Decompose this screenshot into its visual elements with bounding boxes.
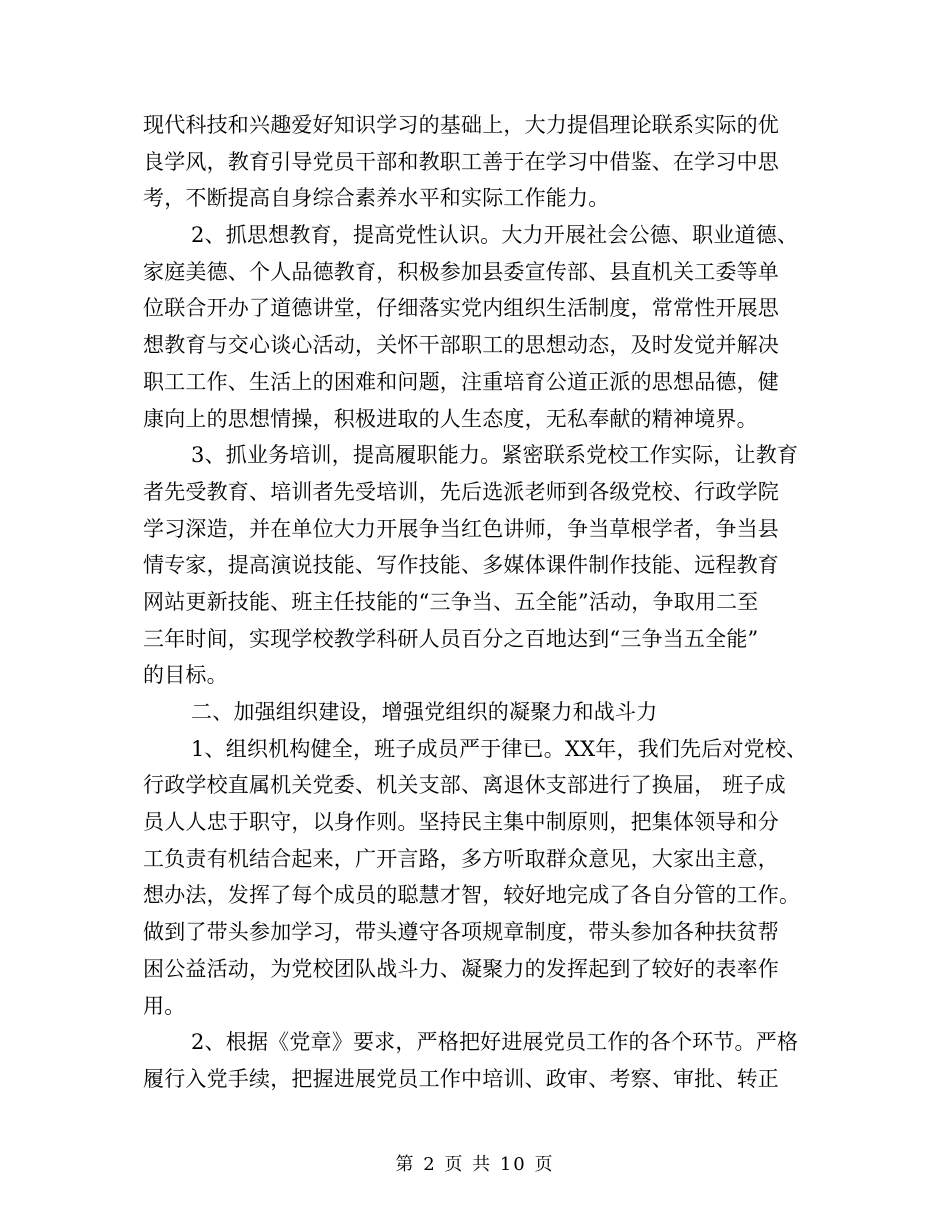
text-line: 员人人忠于职守，以身作则。坚持民主集中制原则，把集体领导和分 (143, 810, 779, 835)
text-line: 2、抓思想教育，提高党性认识。大力开展社会公德、职业道德、 (191, 223, 799, 248)
text-line: 3、抓业务培训，提高履职能力。紧密联系党校工作实际，让教育 (191, 443, 799, 468)
text-line: 做到了带头参加学习，带头遵守各项规章制度，带头参加各种扶贫帮 (143, 920, 779, 945)
text-line: 情专家，提高演说技能、写作技能、多媒体课件制作技能、远程教育 (143, 553, 779, 578)
text-line: 2、根据《党章》要求，严格把好进展党员工作的各个环节。严格 (191, 1030, 799, 1055)
page-footer: 第 2 页 共 10 页 (395, 1154, 555, 1175)
text-line: 职工工作、生活上的困难和问题，注重培育公道正派的思想品德，健 (143, 369, 779, 394)
document-body (143, 107, 808, 1098)
text-line: 三年时间，实现学校教学科研人员百分之百地达到“三争当五全能” (143, 626, 759, 651)
text-line: 履行入党手续，把握进展党员工作中培训、政审、考察、审批、转正 (143, 1066, 779, 1091)
text-line: 家庭美德、个人品德教育，积极参加县委宣传部、县直机关工委等单 (143, 259, 779, 284)
text-line: 网站更新技能、班主任技能的“三争当、五全能”活动，争取用二至 (143, 589, 759, 614)
text-line: 良学风，教育引导党员干部和教职工善于在学习中借鉴、在学习中思 (143, 149, 779, 174)
text-line: 现代科技和兴趣爱好知识学习的基础上，大力提倡理论联系实际的优 (143, 113, 779, 137)
text-line: 的目标。 (143, 663, 228, 688)
text-line: 考，不断提高自身综合素养水平和实际工作能力。 (143, 186, 610, 211)
text-line: 学习深造，并在单位大力开展争当红色讲师，争当草根学者，争当县 (143, 516, 779, 541)
text-line: 困公益活动，为党校团队战斗力、凝聚力的发挥起到了较好的表率作 (143, 956, 779, 981)
text-line: 位联合开办了道德讲堂，仔细落实党内组织生活制度，常常性开展思 (143, 296, 779, 321)
text-line: 用。 (143, 993, 186, 1018)
text-line: 1、组织机构健全，班子成员严于律已。XX年，我们先后对党校、 (191, 736, 808, 761)
text-line: 二、加强组织建设，增强党组织的凝聚力和战斗力 (191, 700, 658, 724)
text-line: 康向上的思想情操，积极进取的人生态度，无私奉献的精神境界。 (143, 406, 758, 431)
text-line: 者先受教育、培训者先受培训，先后选派老师到各级党校、行政学院 (143, 479, 779, 504)
text-line: 想教育与交心谈心活动，关怀干部职工的思想动态，及时发觉并解决 (143, 333, 779, 358)
text-line: 工负责有机结合起来，广开言路，多方听取群众意见，大家出主意， (143, 846, 779, 871)
text-line: 想办法，发挥了每个成员的聪慧才智，较好地完成了各自分管的工作。 (143, 883, 801, 908)
text-line: 行政学校直属机关党委、机关支部、离退休支部进行了换届， 班子成 (143, 773, 786, 798)
